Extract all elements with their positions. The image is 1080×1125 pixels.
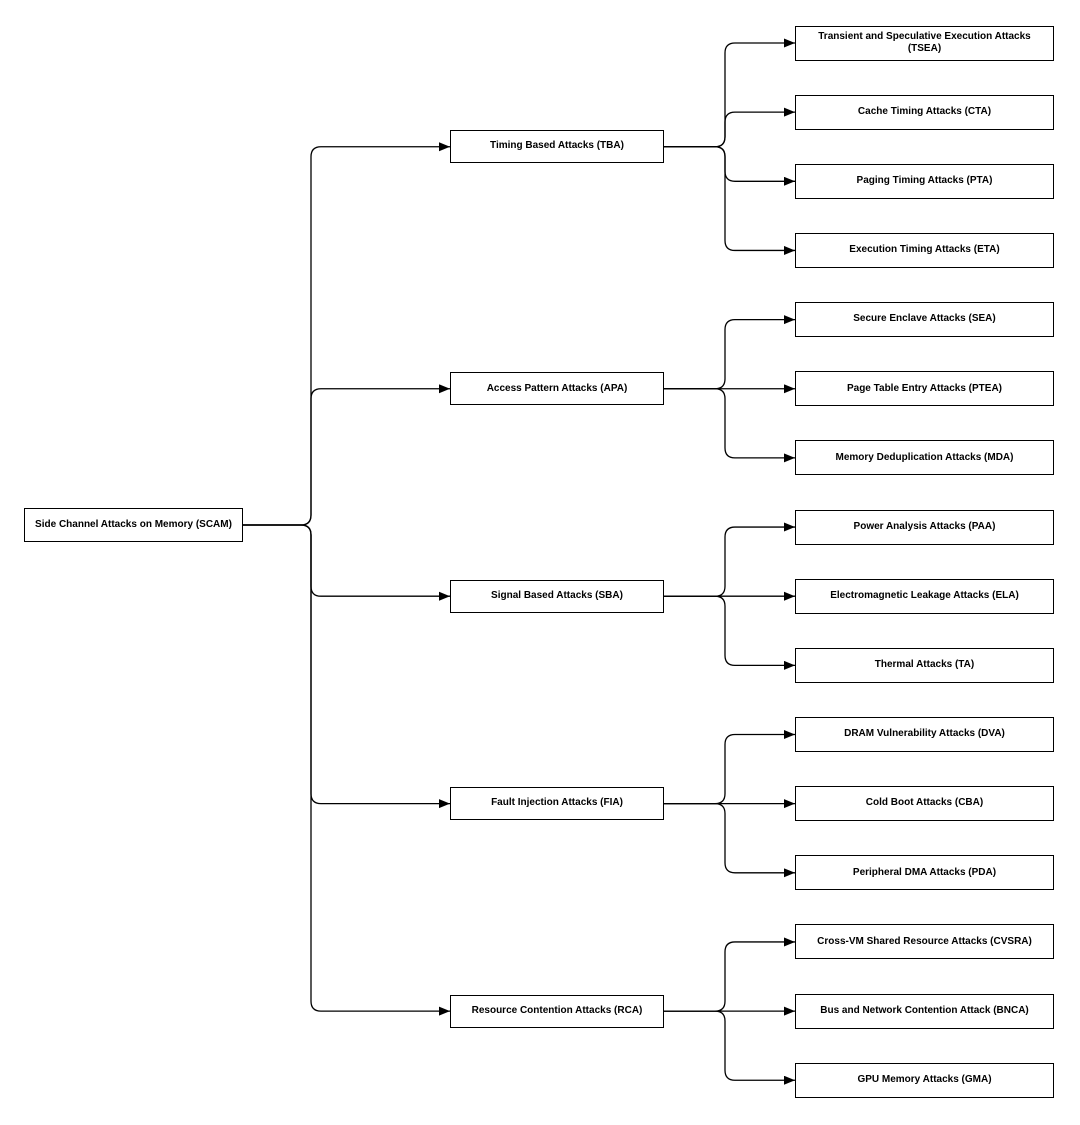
node-label: (TSEA) [907, 43, 942, 54]
connector-tba-cta [664, 112, 795, 147]
connector-sba-ta [664, 596, 795, 665]
connector-fia-dva [664, 735, 795, 804]
connector-scam-sba [243, 525, 450, 596]
node-bnca [795, 994, 1054, 1029]
node-apa [450, 372, 664, 405]
node-fia [450, 787, 664, 820]
connector-scam-apa [243, 389, 450, 525]
connector-tba-eta [664, 147, 795, 251]
connector-fia-pda [664, 804, 795, 873]
node-label: Thermal Attacks (TA) [874, 659, 975, 671]
connector-rca-cvsra [664, 942, 795, 1011]
node-eta [795, 233, 1054, 268]
node-label: Electromagnetic Leakage Attacks (ELA) [830, 589, 1019, 601]
connector-scam-fia [243, 525, 450, 804]
node-label: Peripheral DMA Attacks (PDA) [852, 866, 997, 878]
connector-tba-tsea [664, 43, 795, 147]
node-label: GPU Memory Attacks (GMA) [857, 1074, 992, 1085]
connector-tba-pta [664, 147, 795, 182]
node-ta [795, 648, 1054, 683]
node-sea [795, 302, 1054, 337]
node-label: Secure Enclave Attacks (SEA) [853, 313, 996, 325]
node-tsea [795, 26, 1054, 61]
node-dva [795, 717, 1054, 752]
node-scam [24, 508, 243, 542]
node-label: Power Analysis Attacks (PAA) [853, 520, 996, 532]
node-sba [450, 580, 664, 613]
node-label: Transient and Speculative Execution Attacks [818, 30, 1031, 42]
node-label: Access Pattern Attacks (APA) [486, 382, 628, 394]
node-paa [795, 510, 1054, 545]
node-gma [795, 1063, 1054, 1098]
node-label: Timing Based Attacks (TBA) [490, 140, 624, 152]
node-label: Cold Boot Attacks (CBA) [865, 797, 984, 809]
node-label: Cross-VM Shared Resource Attacks (CVSRA) [817, 935, 1032, 947]
connector-apa-sea [664, 320, 795, 389]
node-rca [450, 995, 664, 1028]
node-label: Signal Based Attacks (SBA) [491, 589, 623, 601]
node-label: Paging Timing Attacks (PTA) [856, 175, 993, 187]
node-label: Execution Timing Attacks (ETA) [849, 244, 1000, 256]
node-label: Page Table Entry Attacks (PTEA) [846, 382, 1003, 394]
node-ela [795, 579, 1054, 614]
connector-scam-tba [243, 147, 450, 525]
node-label: Fault Injection Attacks (FIA) [491, 797, 623, 809]
node-cba [795, 786, 1054, 821]
node-tba [450, 130, 664, 163]
node-cvsra [795, 924, 1054, 959]
node-ptea [795, 371, 1054, 406]
connector-scam-rca [243, 525, 450, 1011]
node-label: Bus and Network Contention Attack (BNCA) [820, 1004, 1029, 1016]
node-label: Side Channel Attacks on Memory (SCAM) [35, 518, 232, 530]
node-pta [795, 164, 1054, 199]
node-cta [795, 95, 1054, 130]
node-mda [795, 440, 1054, 475]
connector-rca-gma [664, 1011, 795, 1080]
connector-sba-paa [664, 527, 795, 596]
node-label: Memory Deduplication Attacks (MDA) [835, 451, 1014, 463]
node-label: Cache Timing Attacks (CTA) [857, 105, 992, 117]
node-pda [795, 855, 1054, 890]
node-label: Resource Contention Attacks (RCA) [471, 1004, 643, 1016]
node-label: DRAM Vulnerability Attacks (DVA) [844, 728, 1005, 740]
connector-apa-mda [664, 389, 795, 458]
